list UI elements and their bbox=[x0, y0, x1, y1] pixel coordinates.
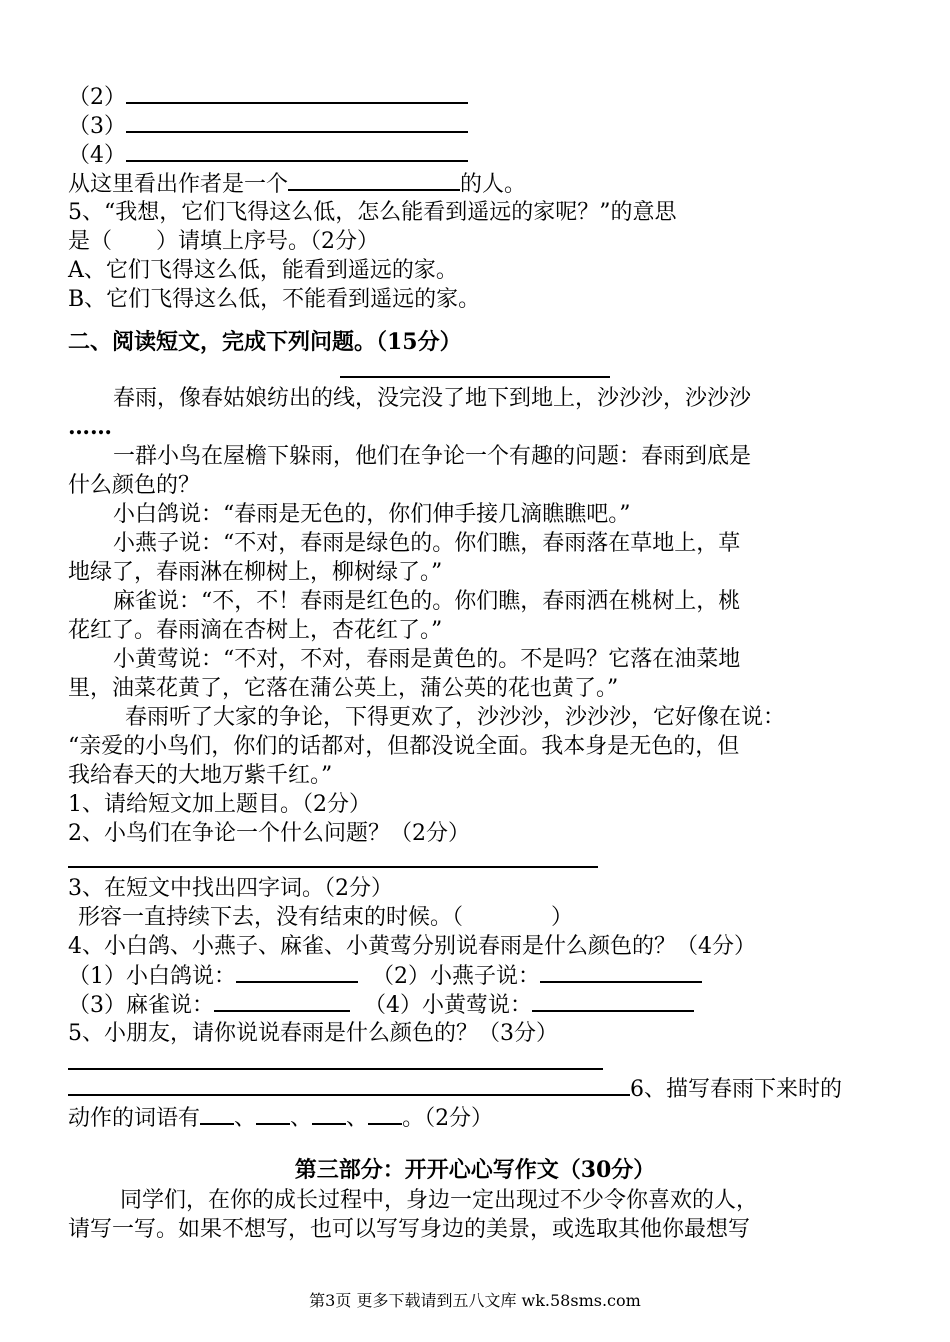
answer-line-4 bbox=[68, 140, 468, 170]
question-3-sub: 形容一直持续下去，没有结束的时候。（ ） bbox=[78, 905, 574, 930]
question-5-line1: 5、“我想，它们飞得这么低，怎么能看到遥远的家呢？”的意思 bbox=[68, 200, 677, 225]
answer-blank[interactable] bbox=[256, 1103, 290, 1125]
option-a: A、它们飞得这么低，能看到遥远的家。 bbox=[68, 258, 458, 283]
answer-line-3 bbox=[68, 111, 468, 141]
answer-blank[interactable] bbox=[126, 111, 468, 133]
blank-label: （3） bbox=[68, 114, 126, 139]
passage-line: 春雨听了大家的争论，下得更欢了，沙沙沙，沙沙沙，它好像在说： bbox=[125, 705, 786, 730]
question-5: 5、小朋友，请你说说春雨是什么颜色的？（3分） bbox=[68, 1021, 558, 1046]
answer-line-2 bbox=[68, 82, 468, 112]
question-3: 3、在短文中找出四字词。（2分） bbox=[68, 876, 393, 901]
question-1: 1、请给短文加上题目。（2分） bbox=[68, 792, 371, 817]
section-2-heading: 二、阅读短文，完成下列问题。（15分） bbox=[68, 329, 462, 355]
answer-blank[interactable] bbox=[126, 82, 468, 104]
answer-blank[interactable] bbox=[68, 1068, 603, 1070]
question-text: 6、描写春雨下来时的 bbox=[630, 1077, 842, 1102]
passage-line: 花红了。春雨滴在杏树上，杏花红了。” bbox=[68, 618, 443, 643]
passage-line: 什么颜色的？ bbox=[68, 473, 201, 498]
passage-line: 我给春天的大地万紫千红。” bbox=[68, 763, 333, 788]
page-footer: 第3页 更多下载请到五八文库 wk.58sms.com bbox=[309, 1291, 641, 1310]
question-text: 动作的词语有 bbox=[68, 1106, 201, 1131]
question-6-line2 bbox=[68, 1103, 493, 1133]
question-2: 2、小鸟们在争论一个什么问题？（2分） bbox=[68, 821, 470, 846]
answer-label: （2）小燕子说： bbox=[372, 964, 540, 989]
passage-line: “亲爱的小鸟们，你们的话都对，但都没说全面。我本身是无色的，但 bbox=[68, 734, 740, 759]
question-4-answers-row1 bbox=[68, 961, 702, 991]
answer-label: （4）小黄莺说： bbox=[364, 993, 532, 1018]
essay-prompt-line: 请写一写。如果不想写，也可以写写身边的美景，或选取其他你最想写 bbox=[68, 1217, 751, 1242]
blank-label: （4） bbox=[68, 143, 126, 168]
question-text: 从这里看出作者是一个 bbox=[68, 172, 289, 197]
question-6-line1 bbox=[68, 1074, 842, 1104]
passage-line: 一群小鸟在屋檐下躲雨，他们在争论一个有趣的问题：春雨到底是 bbox=[113, 444, 752, 469]
separator: 、 bbox=[346, 1106, 369, 1131]
question-4: 4、小白鸽、小燕子、麻雀、小黄莺分别说春雨是什么颜色的？（4分） bbox=[68, 934, 756, 959]
passage-line: 小白鸽说：“春雨是无色的，你们伸手接几滴瞧瞧吧。” bbox=[113, 502, 631, 527]
question-4-answers-row2 bbox=[68, 990, 694, 1020]
question-text: 的人。 bbox=[460, 172, 527, 197]
answer-blank[interactable] bbox=[126, 140, 468, 162]
passage-line: 麻雀说：“不，不！春雨是红色的。你们瞧，春雨洒在桃树上，桃 bbox=[113, 589, 741, 614]
question-text: 。（2分） bbox=[402, 1106, 494, 1131]
separator: 、 bbox=[290, 1106, 313, 1131]
separator: 、 bbox=[234, 1106, 257, 1131]
answer-blank[interactable] bbox=[368, 1103, 402, 1125]
passage-line: 春雨，像春姑娘纺出的线，没完没了地下到地上，沙沙沙，沙沙沙 bbox=[113, 386, 752, 411]
answer-label: （3）麻雀说： bbox=[68, 993, 214, 1018]
option-b: B、它们飞得这么低，不能看到遥远的家。 bbox=[68, 287, 481, 312]
essay-prompt-line: 同学们，在你的成长过程中，身边一定出现过不少令你喜欢的人， bbox=[120, 1188, 759, 1213]
passage-line: 小燕子说：“不对，春雨是绿色的。你们瞧，春雨落在草地上，草 bbox=[113, 531, 741, 556]
answer-blank[interactable] bbox=[68, 1074, 630, 1096]
answer-blank[interactable] bbox=[200, 1103, 234, 1125]
answer-blank[interactable] bbox=[288, 169, 460, 191]
passage-line: 里，油菜花黄了，它落在蒲公英上，蒲公英的花也黄了。” bbox=[68, 676, 619, 701]
author-question bbox=[68, 169, 526, 199]
passage-line: 地绿了，春雨淋在柳树上，柳树绿了。” bbox=[68, 560, 443, 585]
answer-blank[interactable] bbox=[312, 1103, 346, 1125]
section-3-heading: 第三部分：开开心心写作文（30分） bbox=[294, 1157, 656, 1183]
question-5-line2: 是（ ）请填上序号。（2分） bbox=[68, 229, 379, 254]
passage-line: …… bbox=[68, 414, 112, 440]
blank-label: （2） bbox=[68, 85, 126, 110]
answer-label: （1）小白鸽说： bbox=[68, 964, 236, 989]
passage-line: 小黄莺说：“不对，不对，春雨是黄色的。不是吗？它落在油菜地 bbox=[113, 647, 741, 672]
answer-blank[interactable] bbox=[236, 961, 358, 983]
title-blank[interactable] bbox=[340, 376, 610, 378]
answer-blank[interactable] bbox=[68, 866, 598, 868]
answer-blank[interactable] bbox=[214, 990, 350, 1012]
answer-blank[interactable] bbox=[540, 961, 702, 983]
answer-blank[interactable] bbox=[532, 990, 694, 1012]
